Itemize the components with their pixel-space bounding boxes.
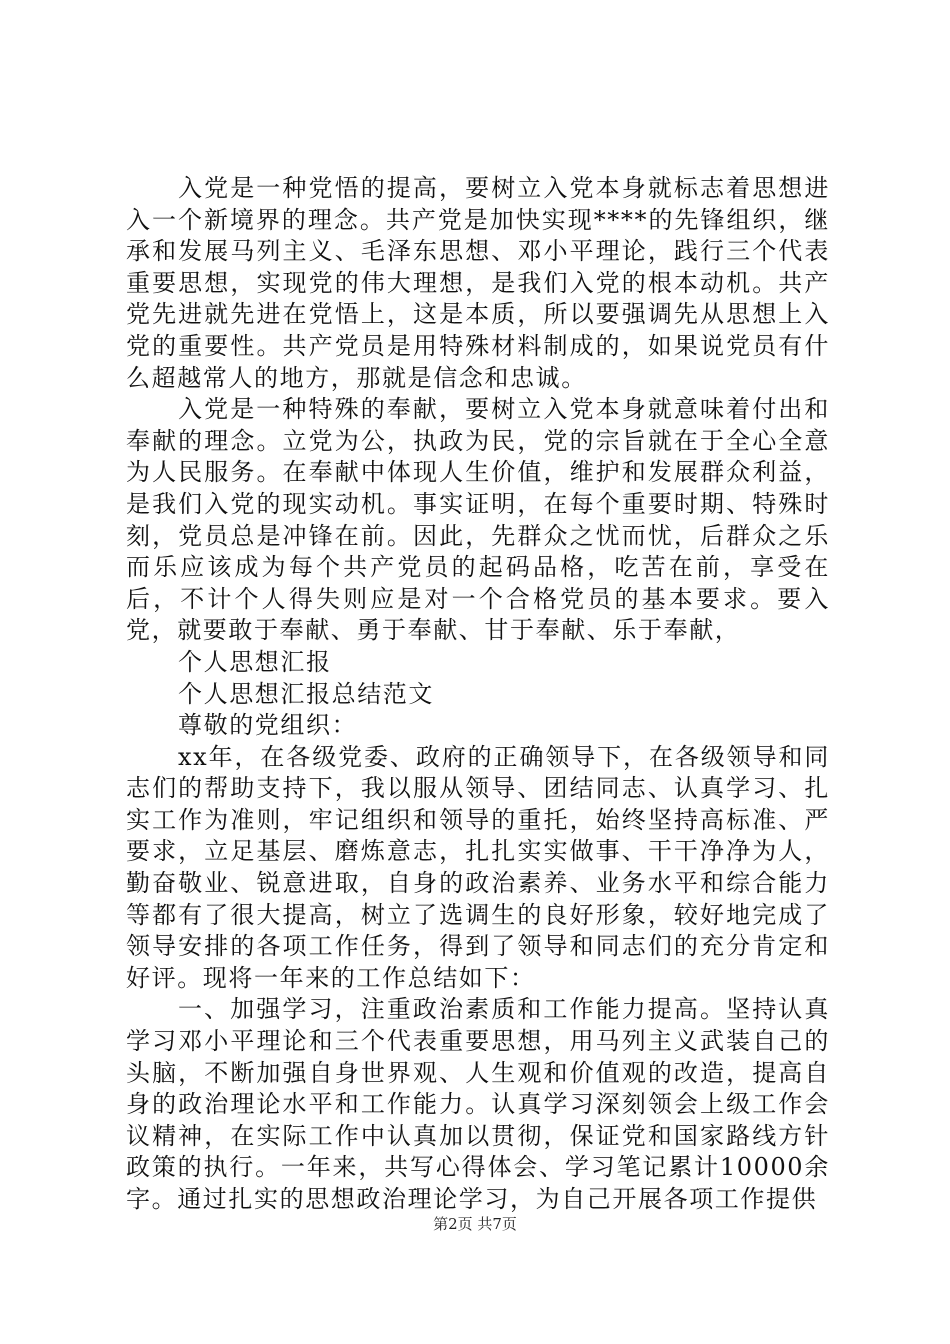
heading-report-summary: 个人思想汇报总结范文 <box>178 679 434 708</box>
heading-personal-report: 个人思想汇报 <box>178 647 332 676</box>
paragraph: 入党是一种特殊的奉献，要树立入党本身就意味着付出和奉献的理念。立党为公，执政为民，党的宗旨就在于全心全意为人民服务。在奉献中体现人生价值，维护和发展群众利益，是我们入党的现实动机。事实证明，在每个重要时期、特殊时刻，党员总是冲锋在前。因此，先群众之忧而忧，后群众之乐而乐应该成为每个共产党员的起码品格，吃苦在前，享受在后，不计个人得失则应是对一个合格党员的基本要求。要入党，就要敢于奉献、勇于奉献、甘于奉献、乐于奉献， <box>126 395 830 645</box>
document-body <box>126 173 830 1216</box>
paragraph: xx年，在各级党委、政府的正确领导下，在各级领导和同志们的帮助支持下，我以服从领导、团结同志、认真学习、扎实工作为准则，牢记组织和领导的重托，始终坚持高标准、严要求，立足基层、磨炼意志，扎扎实实做事、干干净净为人，勤奋敬业、锐意进取，自身的政治素养、业务水平和综合能力等都有了很大提高，树立了选调生的良好形象，较好地完成了领导安排的各项工作任务，得到了领导和同志们的充分肯定和好评。现将一年来的工作总结如下： <box>126 742 830 992</box>
paragraph: 一、加强学习，注重政治素质和工作能力提高。坚持认真学习邓小平理论和三个代表重要思想，用马列主义武装自己的头脑，不断加强自身世界观、人生观和价值观的改造，提高自身的政治理论水平和工作能力。认真学习深刻领会上级工作会议精神，在实际工作中认真加以贯彻，保证党和国家路线方针政策的执行。一年来，共写心得体会、学习笔记累计10000余字。通过扎实的思想政治理论学习，为自己开展各项工作提供 <box>126 995 830 1213</box>
page-number-footer: 第2页 共7页 <box>433 1215 517 1233</box>
paragraph: 入党是一种党悟的提高，要树立入党本身就标志着思想进入一个新境界的理念。共产党是加快实现****的先锋组织，继承和发展马列主义、毛泽东思想、邓小平理论，践行三个代表重要思想，实现党的伟大理想，是我们入党的根本动机。共产党先进就先进在党悟上，这是本质，所以要强调先从思想上入党的重要性。共产党员是用特殊材料制成的，如果说党员有什么超越常人的地方，那就是信念和忠诚。 <box>126 174 830 392</box>
salutation: 尊敬的党组织： <box>178 711 358 740</box>
